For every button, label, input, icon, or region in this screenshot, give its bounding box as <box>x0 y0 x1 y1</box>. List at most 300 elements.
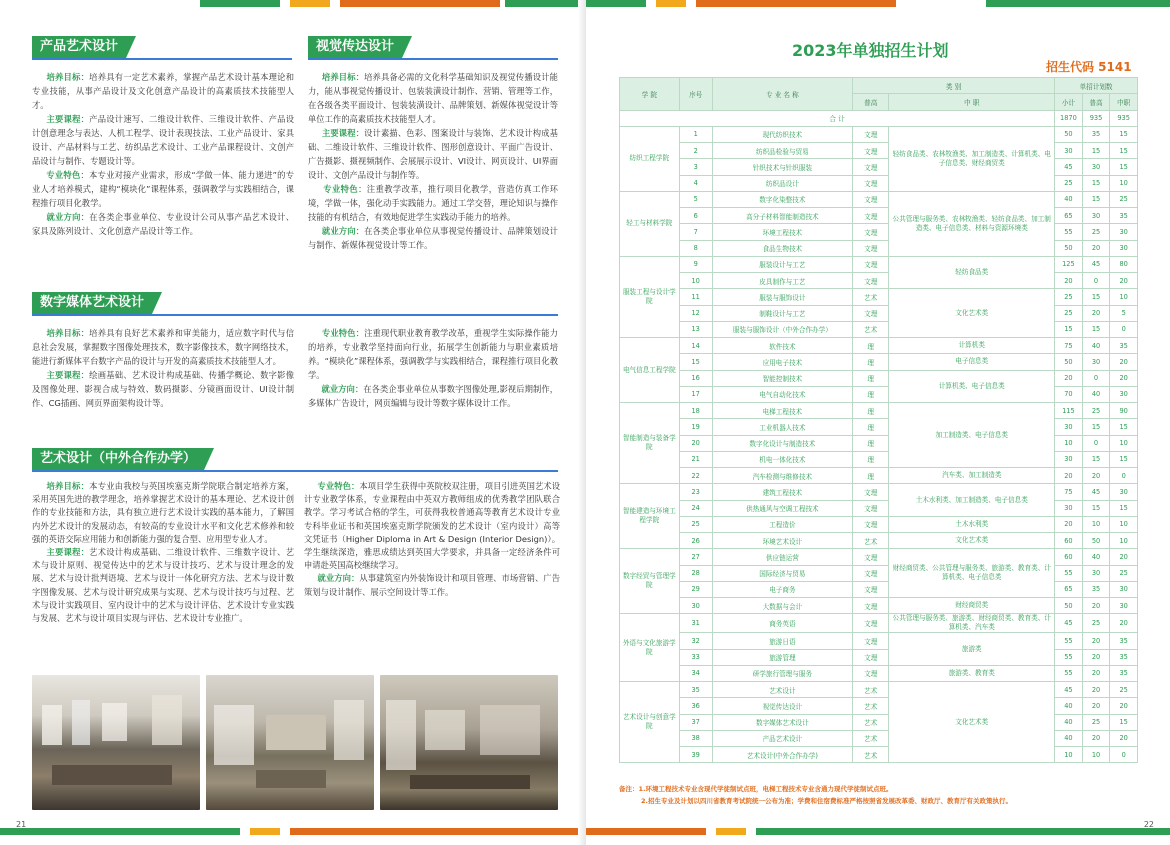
major-name: 建筑工程技术 <box>712 484 852 500</box>
plan-general: 30 <box>1082 208 1110 224</box>
plan-subtotal: 20 <box>1055 468 1083 484</box>
row-no: 24 <box>679 500 712 516</box>
college-cell: 纺织工程学院 <box>620 126 680 191</box>
plan-general: 40 <box>1082 386 1110 402</box>
general-type: 文理 <box>853 633 889 649</box>
row-no: 38 <box>679 730 712 746</box>
plan-general: 15 <box>1082 143 1110 159</box>
row-no: 27 <box>679 549 712 565</box>
major-name: 服装与服饰设计 <box>712 289 852 305</box>
vocational-categories: 公共管理与服务类、农林牧渔类、轻纺食品类、加工制造类、电子信息类、材料与资源环境类 <box>889 191 1055 256</box>
vocational-categories: 土木水利类 <box>889 516 1055 532</box>
general-type: 文理 <box>853 500 889 516</box>
visual-design-body: 培养目标：培养具备必需的文化科学基础知识及视觉传播设计能力，能从事视觉传播设计、包装装潢设计制作、营销、管理等工作，在各级各类平面设计、包装装潢设计、品牌策划、新媒体视觉设计等单位工作的高素质技术技能型人才。 主要课程：设计素描、色彩、图案设计与装饰、艺术设计构成基础、二维设计软件、三维设计软件、图形创意设计、平面广告设计、广告摄影、摄视频制作、会展展示设计、VI设计、网页设计、UI界面设计、文创产品设计与制作等。 专业特色：注重教学改革，推行项目化教学，营造仿真工作环境，学做一体，强化动手实践能力。通过工学交替，理论知识与操作技能的有机结合，有效地促进学生实践动手能力的培养。 就业方向：在各类企事业单位从事视觉传播设计、品牌策划设计与制作、新媒体视觉设计等工作。 <box>308 72 558 250</box>
general-type: 文理 <box>853 256 889 272</box>
plan-general: 20 <box>1082 698 1110 714</box>
plan-vocational: 30 <box>1110 386 1138 402</box>
general-type: 理 <box>853 354 889 370</box>
col-plan: 单招计划数 <box>1055 78 1138 94</box>
plan-subtotal: 55 <box>1055 565 1083 581</box>
plan-subtotal: 115 <box>1055 403 1083 419</box>
table-row <box>620 730 1138 746</box>
vocational-categories: 轻纺食品类、农林牧渔类、加工制造类、计算机类、电子信息类、财经商贸类 <box>889 126 1055 191</box>
table-row <box>620 714 1138 730</box>
vocational-categories: 财经商贸类、公共管理与服务类、旅游类、教育类、计算机类、电子信息类 <box>889 549 1055 598</box>
plan-subtotal: 30 <box>1055 500 1083 516</box>
plan-title: 2023年单独招生计划 <box>792 41 949 60</box>
total-subtotal: 1870 <box>1055 110 1083 126</box>
row-no: 14 <box>679 338 712 354</box>
plan-vocational: 0 <box>1110 321 1138 337</box>
table-row <box>620 598 1138 614</box>
plan-vocational: 30 <box>1110 484 1138 500</box>
plan-general: 50 <box>1082 533 1110 549</box>
plan-general: 15 <box>1082 419 1110 435</box>
general-type: 艺术 <box>853 747 889 763</box>
row-no: 34 <box>679 665 712 681</box>
row-no: 4 <box>679 175 712 191</box>
plan-subtotal: 50 <box>1055 126 1083 142</box>
table-header-row <box>620 78 1138 94</box>
row-no: 11 <box>679 289 712 305</box>
plan-vocational: 90 <box>1110 403 1138 419</box>
digital-media-body-left: 培养目标：培养具有良好艺术素养和审美能力，适应数字时代与信息社会发展，掌握数字图像处理技术，数字影像技术，数字网络技术，能进行新媒体平台数字产品的设计与开发的高素质技术技能型人才。 主要课程：绘画基础、艺术设计构成基础、传播学概论、数字影像及图像处理、影视合成与特效、数码摄影、分镜画面设计、UI设计制作、CG插画、网页界面架构设计等。 <box>32 328 294 408</box>
general-type: 艺术 <box>853 289 889 305</box>
row-no: 21 <box>679 451 712 467</box>
plan-subtotal: 20 <box>1055 273 1083 289</box>
row-no: 7 <box>679 224 712 240</box>
major-name: 供热通风与空调工程技术 <box>712 500 852 516</box>
page-number-left: 21 <box>16 820 27 829</box>
row-no: 19 <box>679 419 712 435</box>
college-cell: 轻工与材料学院 <box>620 191 680 256</box>
table-row <box>620 581 1138 597</box>
plan-subtotal: 60 <box>1055 533 1083 549</box>
col-major: 专 业 名 称 <box>712 78 852 111</box>
plan-vocational: 35 <box>1110 208 1138 224</box>
plan-general: 40 <box>1082 338 1110 354</box>
table-row <box>620 665 1138 681</box>
total-row <box>620 110 1138 126</box>
college-cell: 艺术设计与创意学院 <box>620 682 680 763</box>
table-row <box>620 451 1138 467</box>
plan-subtotal: 10 <box>1055 747 1083 763</box>
general-type: 理 <box>853 451 889 467</box>
plan-vocational: 20 <box>1110 370 1138 386</box>
major-name: 艺术设计(中外合作办学) <box>712 747 852 763</box>
row-no: 6 <box>679 208 712 224</box>
plan-general: 30 <box>1082 159 1110 175</box>
plan-vocational: 15 <box>1110 159 1138 175</box>
plan-vocational: 10 <box>1110 435 1138 451</box>
college-cell: 数字经贸与管理学院 <box>620 549 680 614</box>
general-type: 文理 <box>853 649 889 665</box>
general-type: 理 <box>853 386 889 402</box>
product-art-title: 产品艺术设计 <box>32 36 126 58</box>
general-type: 艺术 <box>853 321 889 337</box>
plan-vocational: 20 <box>1110 273 1138 289</box>
major-name: 现代纺织技术 <box>712 126 852 142</box>
vocational-categories: 文化艺术类 <box>889 289 1055 338</box>
table-row <box>620 747 1138 763</box>
vocational-categories: 文化艺术类 <box>889 682 1055 763</box>
general-type: 艺术 <box>853 682 889 698</box>
row-no: 32 <box>679 633 712 649</box>
general-type: 艺术 <box>853 714 889 730</box>
major-name: 应用电子技术 <box>712 354 852 370</box>
plan-vocational: 25 <box>1110 191 1138 207</box>
general-type: 理 <box>853 338 889 354</box>
vocational-categories: 计算机类 <box>889 338 1055 354</box>
major-name: 数字化染整技术 <box>712 191 852 207</box>
table-row <box>620 143 1138 159</box>
page-number-right: 22 <box>1143 820 1154 829</box>
note-2: 2.招生专业及计划以四川省教育考试院统一公布为准；学费和住宿费标准严格按照省发展改革委、财政厅、教育厅有关政策执行。 <box>641 797 1012 805</box>
row-no: 35 <box>679 682 712 698</box>
major-name: 国际经济与贸易 <box>712 565 852 581</box>
row-no: 16 <box>679 370 712 386</box>
plan-vocational: 30 <box>1110 581 1138 597</box>
table-row <box>620 614 1138 633</box>
top-color-band <box>586 0 1170 7</box>
table-row <box>620 175 1138 191</box>
plan-subtotal: 25 <box>1055 305 1083 321</box>
general-type: 理 <box>853 435 889 451</box>
row-no: 5 <box>679 191 712 207</box>
table-row <box>620 159 1138 175</box>
table-row <box>620 370 1138 386</box>
major-name: 工程造价 <box>712 516 852 532</box>
col-general: 普高 <box>853 94 889 110</box>
table-row <box>620 354 1138 370</box>
major-name: 环境工程技术 <box>712 224 852 240</box>
table-row <box>620 516 1138 532</box>
plan-vocational: 15 <box>1110 419 1138 435</box>
row-no: 9 <box>679 256 712 272</box>
exhibition-photo-3 <box>380 675 558 810</box>
table-row <box>620 240 1138 256</box>
col-no: 序号 <box>679 78 712 111</box>
plan-subtotal: 40 <box>1055 191 1083 207</box>
plan-general: 20 <box>1082 468 1110 484</box>
table-row <box>620 208 1138 224</box>
table-row <box>620 338 1138 354</box>
plan-vocational: 80 <box>1110 256 1138 272</box>
section-underline <box>32 58 292 60</box>
plan-subtotal: 55 <box>1055 649 1083 665</box>
major-name: 研学旅行管理与服务 <box>712 665 852 681</box>
top-color-band <box>0 0 584 7</box>
plan-general: 25 <box>1082 714 1110 730</box>
vocational-categories: 财经商贸类 <box>889 598 1055 614</box>
vocational-categories: 轻纺食品类 <box>889 256 1055 289</box>
plan-subtotal: 50 <box>1055 598 1083 614</box>
major-name: 数字媒体艺术设计 <box>712 714 852 730</box>
vocational-categories: 电子信息类 <box>889 354 1055 370</box>
general-type: 文理 <box>853 191 889 207</box>
art-design-joint-title: 艺术设计（中外合作办学） <box>32 448 204 470</box>
row-no: 10 <box>679 273 712 289</box>
plan-general: 15 <box>1082 321 1110 337</box>
plan-vocational: 20 <box>1110 354 1138 370</box>
table-row <box>620 484 1138 500</box>
table-row <box>620 698 1138 714</box>
table-row <box>620 435 1138 451</box>
plan-general: 0 <box>1082 370 1110 386</box>
total-label: 合 计 <box>620 110 1055 126</box>
row-no: 8 <box>679 240 712 256</box>
general-type: 文理 <box>853 224 889 240</box>
plan-general: 30 <box>1082 565 1110 581</box>
plan-subtotal: 125 <box>1055 256 1083 272</box>
plan-general: 25 <box>1082 403 1110 419</box>
table-row <box>620 533 1138 549</box>
row-no: 25 <box>679 516 712 532</box>
row-no: 22 <box>679 468 712 484</box>
general-type: 文理 <box>853 614 889 633</box>
row-no: 31 <box>679 614 712 633</box>
plan-vocational: 10 <box>1110 533 1138 549</box>
row-no: 15 <box>679 354 712 370</box>
row-no: 33 <box>679 649 712 665</box>
visual-design-title: 视觉传达设计 <box>308 36 402 58</box>
plan-general: 25 <box>1082 614 1110 633</box>
plan-general: 45 <box>1082 256 1110 272</box>
major-name: 纺织品设计 <box>712 175 852 191</box>
plan-general: 20 <box>1082 682 1110 698</box>
table-notes <box>619 783 1149 807</box>
col-plan-general: 普高 <box>1082 94 1110 110</box>
photo-icon <box>32 675 200 810</box>
general-type: 文理 <box>853 484 889 500</box>
general-type: 理 <box>853 370 889 386</box>
plan-subtotal: 30 <box>1055 419 1083 435</box>
plan-vocational: 20 <box>1110 698 1138 714</box>
row-no: 18 <box>679 403 712 419</box>
plan-general: 40 <box>1082 549 1110 565</box>
photo-icon <box>380 675 558 810</box>
table-row <box>620 633 1138 649</box>
major-name: 服装与服饰设计（中外合作办学） <box>712 321 852 337</box>
plan-vocational: 35 <box>1110 338 1138 354</box>
vocational-categories: 公共管理与服务类、旅游类、财经商贸类、教育类、计算机类、汽车类 <box>889 614 1055 633</box>
general-type: 文理 <box>853 549 889 565</box>
table-row <box>620 321 1138 337</box>
general-type: 文理 <box>853 175 889 191</box>
major-name: 数字化设计与制造技术 <box>712 435 852 451</box>
major-name: 工业机器人技术 <box>712 419 852 435</box>
plan-vocational: 15 <box>1110 451 1138 467</box>
table-row <box>620 682 1138 698</box>
plan-general: 20 <box>1082 598 1110 614</box>
major-name: 电子商务 <box>712 581 852 597</box>
general-type: 艺术 <box>853 533 889 549</box>
row-no: 28 <box>679 565 712 581</box>
major-name: 旅游管理 <box>712 649 852 665</box>
major-name: 智能控制技术 <box>712 370 852 386</box>
plan-vocational: 5 <box>1110 305 1138 321</box>
plan-general: 10 <box>1082 516 1110 532</box>
plan-general: 20 <box>1082 665 1110 681</box>
vocational-categories: 旅游类 <box>889 633 1055 666</box>
plan-vocational: 15 <box>1110 126 1138 142</box>
row-no: 23 <box>679 484 712 500</box>
col-college: 学 院 <box>620 78 680 111</box>
bottom-color-band <box>0 828 584 835</box>
plan-general: 20 <box>1082 305 1110 321</box>
section-underline <box>32 314 558 316</box>
photo-icon <box>206 675 374 810</box>
table-row <box>620 126 1138 142</box>
general-type: 文理 <box>853 159 889 175</box>
major-name: 针织技术与针织服装 <box>712 159 852 175</box>
plan-subtotal: 40 <box>1055 730 1083 746</box>
table-row <box>620 386 1138 402</box>
college-cell: 智能制造与装备学院 <box>620 403 680 484</box>
general-type: 文理 <box>853 516 889 532</box>
table-row <box>620 468 1138 484</box>
plan-vocational: 25 <box>1110 682 1138 698</box>
col-subtotal: 小计 <box>1055 94 1083 110</box>
table-row <box>620 224 1138 240</box>
plan-general: 35 <box>1082 126 1110 142</box>
plan-general: 45 <box>1082 484 1110 500</box>
enrollment-code: 招生代码 5141 <box>1046 60 1132 74</box>
plan-general: 20 <box>1082 649 1110 665</box>
plan-vocational: 0 <box>1110 468 1138 484</box>
plan-vocational: 35 <box>1110 633 1138 649</box>
plan-subtotal: 40 <box>1055 714 1083 730</box>
plan-vocational: 30 <box>1110 240 1138 256</box>
major-name: 软件技术 <box>712 338 852 354</box>
bottom-color-band <box>586 828 1170 835</box>
col-plan-vocational: 中职 <box>1110 94 1138 110</box>
plan-subtotal: 20 <box>1055 370 1083 386</box>
general-type: 文理 <box>853 143 889 159</box>
left-page <box>0 0 584 845</box>
plan-general: 15 <box>1082 500 1110 516</box>
art-design-body-right: 专业特色：本项目学生获得中英院校双注册，项目引进英国艺术设计专业教学体系，专业课程由中英双方教师组成的优秀教学团队联合教学。学习考试合格的学生，可获得我校普通高等教育艺术设计专业专科毕业证书和英国埃塞克斯学院颁发的艺术设计（室内设计）高等文凭证书（Higher Diploma in Art & Design (Interior Design)）。学生继续深造，雅思成绩达到英国大学要求，并具备一定经济条件可申请赴英国高校继续学习。 就业方向：从事建筑室内外装饰设计和项目管理、市场营销、广告策划与设计制作、展示空间设计等工作。 <box>304 481 561 597</box>
total-vocational: 935 <box>1110 110 1138 126</box>
plan-vocational: 20 <box>1110 730 1138 746</box>
college-cell: 智能建造与环境工程学院 <box>620 484 680 549</box>
table-row <box>620 289 1138 305</box>
general-type: 文理 <box>853 581 889 597</box>
college-cell: 外语与文化旅游学院 <box>620 614 680 682</box>
general-type: 文理 <box>853 565 889 581</box>
plan-vocational: 10 <box>1110 289 1138 305</box>
major-name: 旅游日语 <box>712 633 852 649</box>
plan-subtotal: 55 <box>1055 633 1083 649</box>
major-name: 电气自动化技术 <box>712 386 852 402</box>
plan-subtotal: 50 <box>1055 354 1083 370</box>
major-name: 供应链运营 <box>712 549 852 565</box>
table-row <box>620 500 1138 516</box>
section-underline <box>308 58 558 60</box>
plan-vocational: 0 <box>1110 747 1138 763</box>
plan-vocational: 15 <box>1110 714 1138 730</box>
plan-vocational: 25 <box>1110 565 1138 581</box>
general-type: 艺术 <box>853 730 889 746</box>
plan-vocational: 20 <box>1110 614 1138 633</box>
right-page <box>586 0 1170 845</box>
general-type: 文理 <box>853 598 889 614</box>
major-name: 服装设计与工艺 <box>712 256 852 272</box>
plan-subtotal: 75 <box>1055 484 1083 500</box>
plan-general: 0 <box>1082 435 1110 451</box>
note-1: 备注：1.环境工程技术专业含现代学徒制试点班，电梯工程技术专业含通力现代学徒制试点班。 <box>619 785 893 793</box>
plan-vocational: 10 <box>1110 175 1138 191</box>
major-name: 电梯工程技术 <box>712 403 852 419</box>
table-row <box>620 305 1138 321</box>
major-name: 汽车检测与维修技术 <box>712 468 852 484</box>
major-name: 高分子材料智能制造技术 <box>712 208 852 224</box>
plan-vocational: 10 <box>1110 516 1138 532</box>
major-name: 艺术设计 <box>712 682 852 698</box>
general-type: 文理 <box>853 273 889 289</box>
general-type: 理 <box>853 468 889 484</box>
col-vocational: 中 职 <box>889 94 1055 110</box>
major-name: 食品生物技术 <box>712 240 852 256</box>
general-type: 文理 <box>853 126 889 142</box>
row-no: 3 <box>679 159 712 175</box>
plan-subtotal: 40 <box>1055 698 1083 714</box>
digital-media-body-right: 专业特色：注重现代职业教育教学改革，重视学生实际操作能力的培养，专业教学坚持面向行业，拓展学生创新能力与职业素质培养。“模块化”课程体系，强调教学与实践相结合，课程推行项目化教学。 就业方向：在各类企事业单位从事数字图像处理,影视后期制作，多媒体广告设计，网页编辑与设计等数字媒体设计工作。 <box>308 328 558 408</box>
plan-vocational: 30 <box>1110 598 1138 614</box>
plan-subtotal: 75 <box>1055 338 1083 354</box>
plan-subtotal: 60 <box>1055 549 1083 565</box>
plan-subtotal: 30 <box>1055 451 1083 467</box>
table-row <box>620 549 1138 565</box>
general-type: 理 <box>853 403 889 419</box>
plan-subtotal: 55 <box>1055 665 1083 681</box>
major-name: 大数据与会计 <box>712 598 852 614</box>
plan-subtotal: 45 <box>1055 159 1083 175</box>
plan-vocational: 20 <box>1110 549 1138 565</box>
plan-vocational: 35 <box>1110 649 1138 665</box>
plan-general: 25 <box>1082 224 1110 240</box>
plan-general: 15 <box>1082 289 1110 305</box>
vocational-categories: 计算机类、电子信息类 <box>889 370 1055 403</box>
plan-vocational: 15 <box>1110 500 1138 516</box>
major-name: 纺织品检验与贸易 <box>712 143 852 159</box>
major-name: 制鞋设计与工艺 <box>712 305 852 321</box>
major-name: 产品艺术设计 <box>712 730 852 746</box>
table-row <box>620 419 1138 435</box>
general-type: 艺术 <box>853 698 889 714</box>
major-name: 视觉传达设计 <box>712 698 852 714</box>
plan-general: 15 <box>1082 175 1110 191</box>
plan-general: 10 <box>1082 747 1110 763</box>
major-name: 商务英语 <box>712 614 852 633</box>
plan-general: 35 <box>1082 581 1110 597</box>
plan-subtotal: 15 <box>1055 321 1083 337</box>
plan-general: 0 <box>1082 273 1110 289</box>
exhibition-photo-1 <box>32 675 200 810</box>
table-row <box>620 649 1138 665</box>
plan-subtotal: 65 <box>1055 581 1083 597</box>
plan-general: 20 <box>1082 240 1110 256</box>
plan-general: 30 <box>1082 354 1110 370</box>
digital-media-title: 数字媒体艺术设计 <box>32 292 152 314</box>
plan-subtotal: 70 <box>1055 386 1083 402</box>
exhibition-photo-2 <box>206 675 374 810</box>
plan-vocational: 15 <box>1110 143 1138 159</box>
art-design-body-left: 培养目标：本专业由我校与英国埃塞克斯学院联合制定培养方案，采用英国先进的教学理念，培养掌握艺术设计的基本理论、艺术设计创作的专业技能和方法，具有独立进行艺术设计实践的基本能力，了解国内外艺术设计的发展动态，有较高的专业设计水平和文化艺术修养和较强的英语交际应用能力和创新能力强的复合型、应用型专业人才。 主要课程：艺术设计构成基础、二维设计软件、三维数字设计、艺术与设计原则、视觉传达中的艺术与设计技巧、艺术与设计理念的发展、艺术与设计批判语境、艺术与设计一体化研究方法、艺术与设计数字图像发展、艺术与设计研究成果与实现、艺术与设计技巧与过程、艺术与设计实践项目、室内设计中的艺术与设计评估、艺术设计专业实践与发展、艺术与设计项目实现与评估、艺术设计专业推广。 <box>32 481 294 624</box>
plan-subtotal: 45 <box>1055 682 1083 698</box>
plan-subtotal: 20 <box>1055 516 1083 532</box>
plan-vocational: 30 <box>1110 224 1138 240</box>
